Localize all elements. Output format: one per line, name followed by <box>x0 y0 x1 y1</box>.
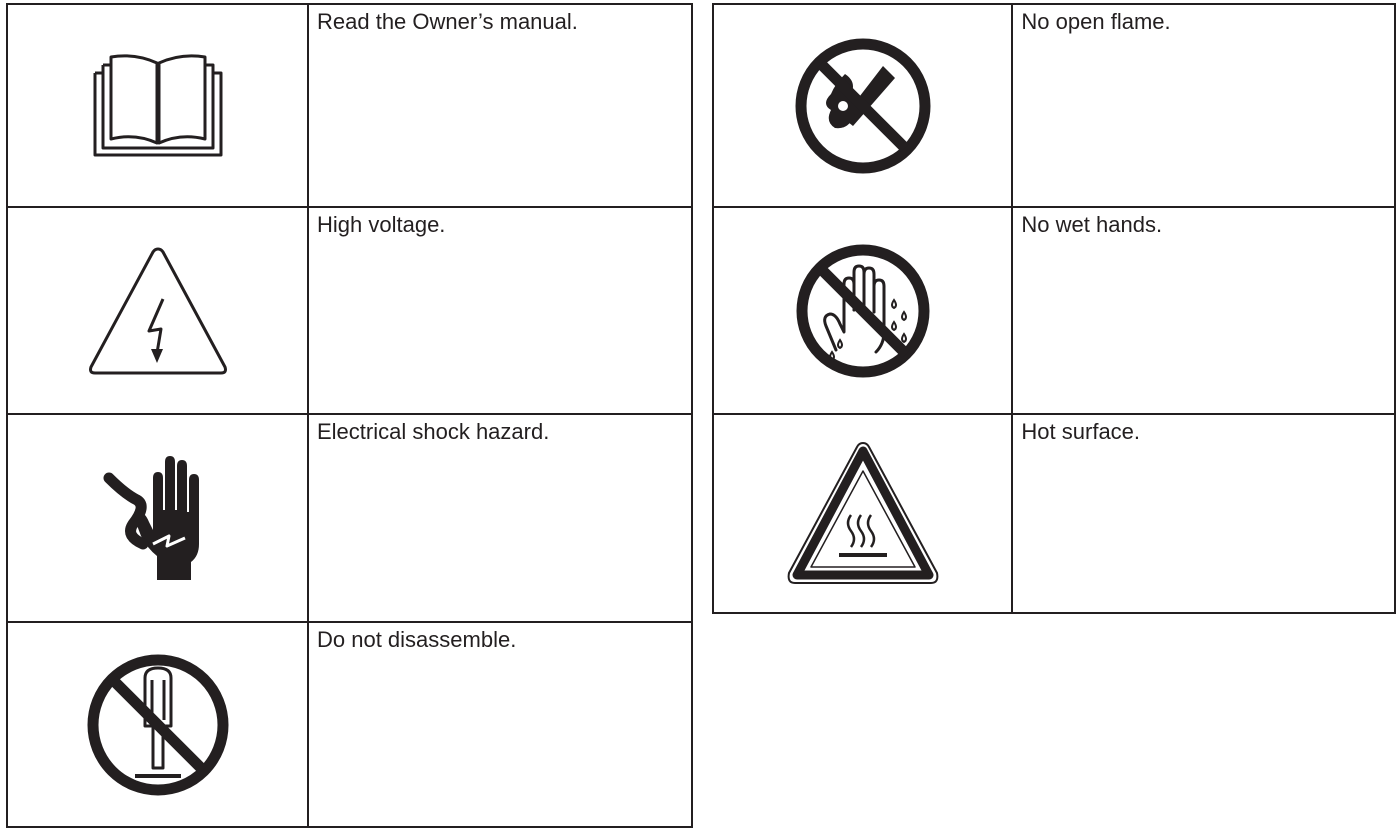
icon-cell <box>713 414 1012 613</box>
symbol-description: Electrical shock hazard. <box>317 419 550 444</box>
description-cell <box>308 414 692 622</box>
symbol-row-no-open-flame <box>713 4 1395 207</box>
left-symbols-table <box>6 3 693 828</box>
symbol-description: Hot surface. <box>1021 419 1141 444</box>
no-disassemble-icon <box>83 650 233 800</box>
symbol-row-electrical-shock <box>7 414 692 622</box>
symbol-description: High voltage. <box>317 212 446 237</box>
description-cell <box>1012 414 1395 613</box>
icon-cell <box>7 414 308 622</box>
icon-cell <box>713 4 1012 207</box>
description-cell <box>308 207 692 414</box>
hot-surface-icon <box>785 439 941 589</box>
description-cell <box>1012 207 1395 414</box>
description-cell <box>1012 4 1395 207</box>
icon-cell <box>7 207 308 414</box>
symbol-row-owners-manual <box>7 4 692 207</box>
symbol-description: Do not disassemble. <box>317 627 517 652</box>
icon-cell <box>7 622 308 827</box>
symbol-description: Read the Owner’s manual. <box>317 9 578 34</box>
no-open-flame-icon <box>791 34 935 178</box>
icon-cell <box>7 4 308 207</box>
right-symbols-table <box>712 3 1396 614</box>
symbol-row-high-voltage <box>7 207 692 414</box>
symbol-row-hot-surface <box>713 414 1395 613</box>
symbol-row-no-wet-hands <box>713 207 1395 414</box>
symbol-description: No wet hands. <box>1021 212 1163 237</box>
electrical-shock-hand-icon <box>103 448 213 588</box>
symbol-row-no-disassemble <box>7 622 692 827</box>
no-wet-hands-icon <box>792 240 934 382</box>
description-cell <box>308 4 692 207</box>
owners-manual-icon <box>91 51 225 161</box>
symbol-description: No open flame. <box>1021 9 1171 34</box>
description-cell <box>308 622 692 827</box>
icon-cell <box>713 207 1012 414</box>
high-voltage-icon <box>85 243 231 379</box>
